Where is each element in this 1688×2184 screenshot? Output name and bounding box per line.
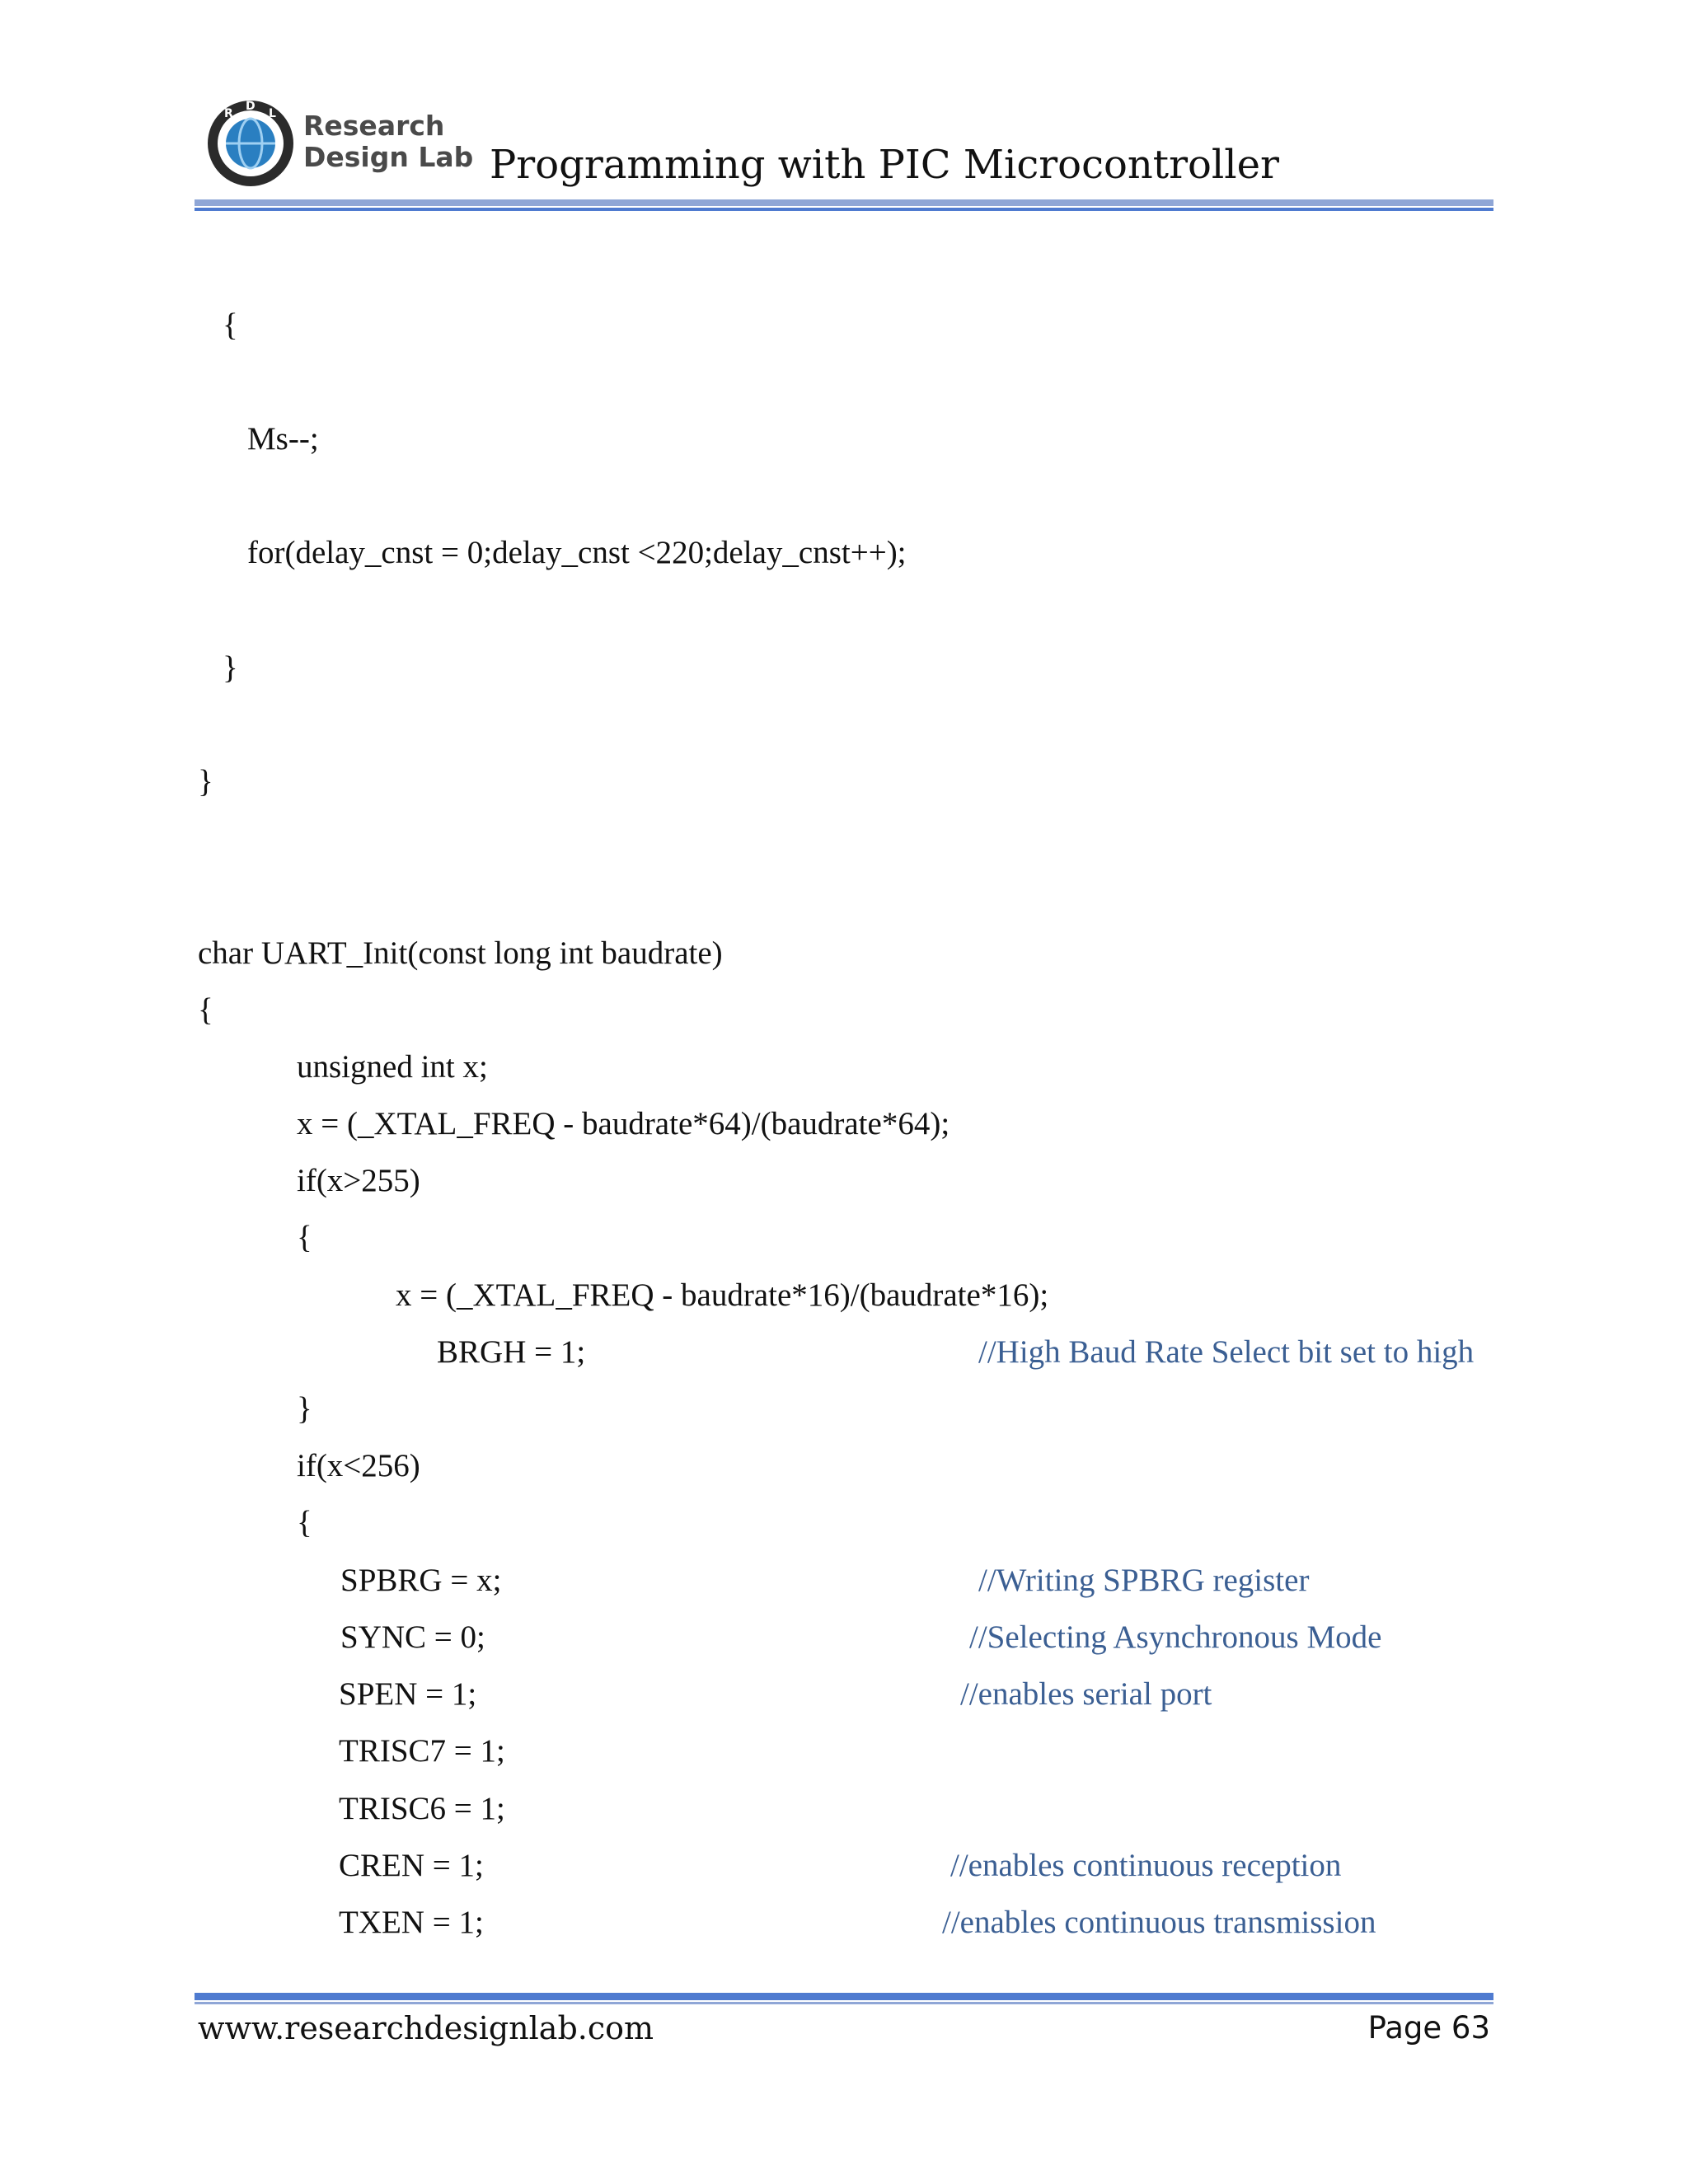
code-line: {: [297, 1220, 312, 1255]
code-comment: //Writing SPBRG register: [978, 1563, 1310, 1598]
code-line: TXEN = 1;: [339, 1905, 484, 1940]
code-line: {: [297, 1505, 312, 1540]
code-comment: //enables continuous transmission: [942, 1905, 1376, 1940]
code-line: for(delay_cnst = 0;delay_cnst <220;delay_cnst++);: [247, 535, 907, 570]
logo-letter-d: D: [246, 100, 256, 113]
code-comment: //enables continuous reception: [950, 1848, 1342, 1883]
code-comment: //Selecting Asynchronous Mode: [969, 1619, 1382, 1655]
code-line: TRISC7 = 1;: [339, 1733, 505, 1769]
code-line: SPEN = 1;: [339, 1676, 477, 1712]
code-line: }: [297, 1391, 312, 1427]
code-comment: //enables serial port: [960, 1676, 1212, 1712]
header-title: Programming with PIC Microcontroller: [490, 142, 1279, 188]
logo-text-line2: Design Lab: [303, 141, 474, 173]
code-line: SPBRG = x;: [340, 1563, 502, 1598]
page-number: Page 63: [1367, 2010, 1490, 2046]
logo-letter-r: R: [224, 107, 233, 120]
header-rule: [195, 199, 1493, 211]
code-line: char UART_Init(const long int baudrate): [198, 935, 723, 971]
logo-text-line1: Research: [303, 110, 445, 142]
logo-letter-l: L: [269, 107, 276, 120]
code-line: SYNC = 0;: [340, 1619, 485, 1655]
rdl-logo: [206, 99, 295, 188]
code-comment: //High Baud Rate Select bit set to high: [978, 1334, 1475, 1370]
code-line: if(x<256): [297, 1448, 420, 1483]
code-line: if(x>255): [297, 1163, 420, 1198]
code-line: {: [223, 307, 238, 343]
code-line: {: [198, 992, 213, 1028]
code-line: CREN = 1;: [339, 1848, 484, 1883]
code-line: }: [198, 764, 213, 799]
footer-rule: [195, 1993, 1493, 2004]
logo-wordmark: [303, 110, 473, 173]
code-line: }: [223, 650, 238, 686]
code-line: x = (_XTAL_FREQ - baudrate*16)/(baudrate*16);: [396, 1277, 1049, 1313]
code-line: x = (_XTAL_FREQ - baudrate*64)/(baudrate*64);: [297, 1106, 950, 1141]
code-line: TRISC6 = 1;: [339, 1791, 505, 1826]
code-line: Ms--;: [247, 421, 319, 457]
code-line: BRGH = 1;: [437, 1334, 586, 1370]
footer-url[interactable]: www.researchdesignlab.com: [198, 2010, 654, 2046]
code-line: unsigned int x;: [297, 1049, 488, 1085]
